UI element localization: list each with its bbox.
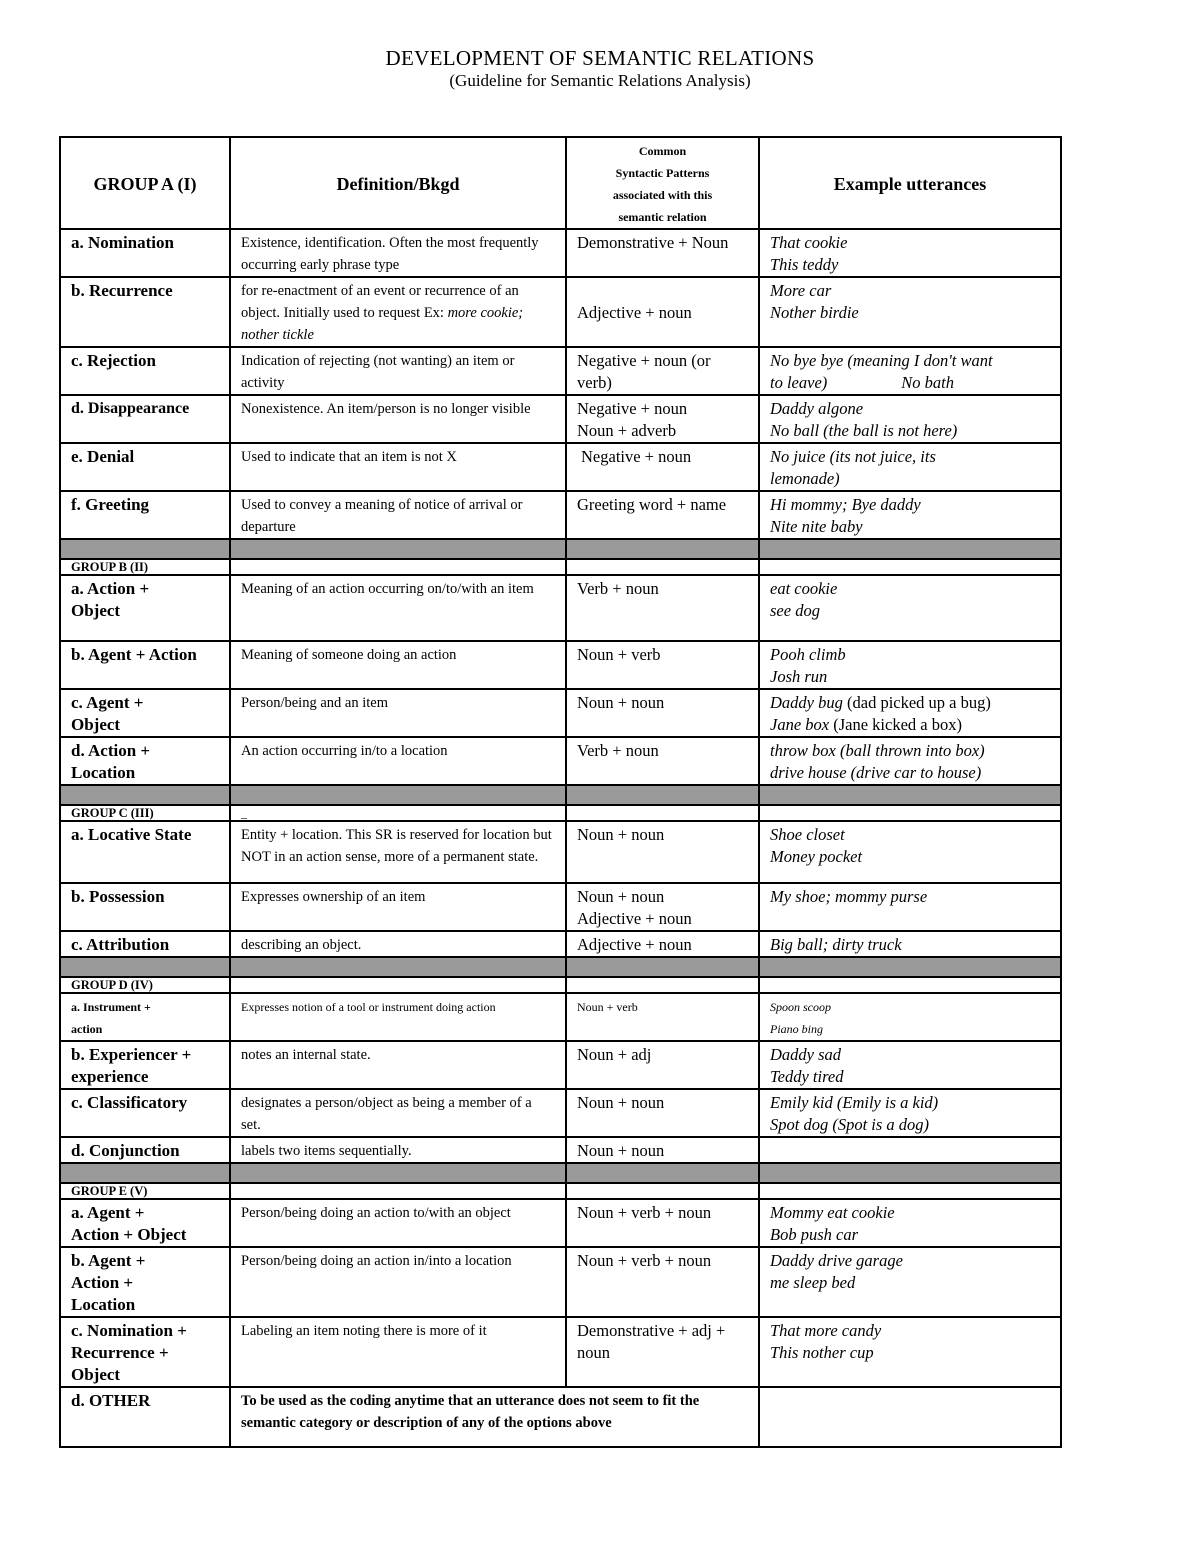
- pattern-cell: Negative + noun (or verb): [566, 347, 759, 395]
- category-line: Action +: [71, 1273, 134, 1292]
- example-line: [770, 372, 1050, 394]
- example-cell: [759, 821, 1061, 883]
- group-label-row: [60, 559, 1061, 575]
- category-cell: c. Rejection: [60, 347, 230, 395]
- table-row: [60, 1317, 1061, 1387]
- table-row: [60, 1089, 1061, 1137]
- group-label: GROUP C (III): [60, 805, 230, 821]
- example-line: see dog: [770, 601, 820, 620]
- example-cell: [759, 1089, 1061, 1137]
- group-label: GROUP D (IV): [60, 977, 230, 993]
- example-line: Spoon scoop: [770, 1000, 831, 1014]
- definition-cell: notes an internal state.: [230, 1041, 566, 1089]
- definition-cell: Expresses notion of a tool or instrument doing action: [230, 993, 566, 1041]
- header-group: GROUP A (I): [60, 137, 230, 229]
- example-line: No bye bye (meaning I don't want: [770, 351, 993, 370]
- example-line: Nite nite baby: [770, 517, 863, 536]
- table-row: [60, 1041, 1061, 1089]
- example-cell: [759, 395, 1061, 443]
- definition-cell: Indication of rejecting (not wanting) an item or activity: [230, 347, 566, 395]
- definition-example: more cookie; nother tickle: [241, 305, 524, 343]
- example-cell: [759, 1317, 1061, 1387]
- category-line: experience: [71, 1067, 149, 1086]
- definition-cell: [230, 277, 566, 347]
- example-part: to leave): [770, 373, 828, 392]
- definition-cell: Entity + location. This SR is reserved for location but NOT in an action sense, more of a permanent state.: [230, 821, 566, 883]
- category-line: a. Agent +: [71, 1203, 145, 1222]
- example-cell: [759, 1247, 1061, 1317]
- example-line: No ball (the ball is not here): [770, 421, 958, 440]
- pattern-cell: Demonstrative + Noun: [566, 229, 759, 277]
- category-cell: b. Agent + Action: [60, 641, 230, 689]
- definition-cell: describing an object.: [230, 931, 566, 957]
- category-line: a. Instrument +: [71, 1000, 151, 1014]
- category-cell: d. OTHER: [60, 1387, 230, 1447]
- example-line: Emily kid (Emily is a kid): [770, 1093, 939, 1112]
- header-definition: Definition/Bkgd: [230, 137, 566, 229]
- pattern-cell: Noun + verb + noun: [566, 1199, 759, 1247]
- table-row: [60, 1387, 1061, 1447]
- category-cell: [60, 1317, 230, 1387]
- pattern-cell: Verb + noun: [566, 575, 759, 641]
- pattern-line: Noun + adverb: [577, 421, 677, 440]
- example-cell: My shoe; mommy purse: [759, 883, 1061, 931]
- definition-cell: Person/being doing an action in/into a location: [230, 1247, 566, 1317]
- example-line: lemonade): [770, 469, 840, 488]
- table-row: [60, 229, 1061, 277]
- example-cell: [759, 277, 1061, 347]
- pattern-line: Negative + noun: [577, 399, 688, 418]
- category-line: action: [71, 1022, 103, 1036]
- example-line: More car: [770, 281, 832, 300]
- category-cell: [60, 1247, 230, 1317]
- definition-cell: Used to indicate that an item is not X: [230, 443, 566, 491]
- definition-cell: Meaning of an action occurring on/to/with an item: [230, 575, 566, 641]
- example-cell: [759, 229, 1061, 277]
- category-cell: e. Denial: [60, 443, 230, 491]
- example-line: Pooh climb: [770, 645, 846, 664]
- header-examples: Example utterances: [759, 137, 1061, 229]
- category-line: c. Agent +: [71, 693, 144, 712]
- group-mark: _: [230, 805, 566, 821]
- category-line: Action + Object: [71, 1225, 187, 1244]
- pattern-line: Adjective + noun: [577, 909, 692, 928]
- definition-text: for re-enactment of an event or recurrence of an object. Initially used to request Ex:: [241, 283, 519, 321]
- category-cell: [60, 689, 230, 737]
- table-row: [60, 641, 1061, 689]
- category-line: Object: [71, 1365, 121, 1384]
- definition-cell: Person/being and an item: [230, 689, 566, 737]
- example-cell: [759, 689, 1061, 737]
- header-patterns-line: Syntactic Patterns: [615, 166, 710, 180]
- example-line: Hi mommy; Bye daddy: [770, 495, 921, 514]
- definition-cell: designates a person/object as being a member of a set.: [230, 1089, 566, 1137]
- group-separator: [60, 539, 1061, 559]
- header-patterns-line: Common: [638, 144, 687, 158]
- definition-cell: Existence, identification. Often the most frequently occurring early phrase type: [230, 229, 566, 277]
- group-label: GROUP E (V): [60, 1183, 230, 1199]
- group-separator: [60, 957, 1061, 977]
- pattern-cell: Noun + adj: [566, 1041, 759, 1089]
- pattern-cell: Adjective + noun: [566, 277, 759, 347]
- table-header-row: [60, 137, 1061, 229]
- definition-cell: Meaning of someone doing an action: [230, 641, 566, 689]
- pattern-cell: Noun + noun: [566, 821, 759, 883]
- example-line: Nother birdie: [770, 303, 859, 322]
- example-line: drive house (drive car to house): [770, 763, 982, 782]
- pattern-cell: [566, 883, 759, 931]
- category-line: b. Agent +: [71, 1251, 146, 1270]
- definition-cell: labels two items sequentially.: [230, 1137, 566, 1163]
- example-cell: [759, 737, 1061, 785]
- example-line: Daddy drive garage: [770, 1251, 903, 1270]
- example-line: Daddy sad: [770, 1045, 842, 1064]
- pattern-cell: Verb + noun: [566, 737, 759, 785]
- pattern-cell: Noun + verb: [566, 993, 759, 1041]
- category-cell: [60, 575, 230, 641]
- table-row: [60, 821, 1061, 883]
- category-line: Object: [71, 715, 121, 734]
- category-cell: [60, 737, 230, 785]
- category-cell: b. Recurrence: [60, 277, 230, 347]
- table-row: [60, 443, 1061, 491]
- pattern-cell: Noun + verb: [566, 641, 759, 689]
- category-line: Recurrence +: [71, 1343, 169, 1362]
- example-line: Daddy bug (dad picked up a bug): [770, 693, 991, 712]
- category-cell: b. Possession: [60, 883, 230, 931]
- table-row: [60, 1247, 1061, 1317]
- definition-cell: Used to convey a meaning of notice of arrival or departure: [230, 491, 566, 539]
- group-label-row: [60, 977, 1061, 993]
- category-line: c. Nomination +: [71, 1321, 187, 1340]
- table-row: [60, 931, 1061, 957]
- table-row: [60, 1137, 1061, 1163]
- pattern-cell: Adjective + noun: [566, 931, 759, 957]
- category-cell: d. Disappearance: [60, 395, 230, 443]
- example-line: Spot dog (Spot is a dog): [770, 1115, 930, 1134]
- group-separator: [60, 1163, 1061, 1183]
- table-row: [60, 277, 1061, 347]
- pattern-cell: Noun + noun: [566, 1089, 759, 1137]
- example-line: throw box (ball thrown into box): [770, 741, 985, 760]
- example-cell: [759, 443, 1061, 491]
- pattern-cell: Greeting word + name: [566, 491, 759, 539]
- category-line: b. Experiencer +: [71, 1045, 192, 1064]
- example-line: eat cookie: [770, 579, 838, 598]
- table-row: [60, 491, 1061, 539]
- example-cell: [759, 641, 1061, 689]
- example-line: That more candy: [770, 1321, 882, 1340]
- example-cell: [759, 993, 1061, 1041]
- definition-cell: Person/being doing an action to/with an object: [230, 1199, 566, 1247]
- pattern-cell: [566, 395, 759, 443]
- example-line: This teddy: [770, 255, 839, 274]
- header-patterns: [566, 137, 759, 229]
- pattern-line: Noun + noun: [577, 887, 665, 906]
- example-cell: [759, 1137, 1061, 1163]
- example-line: Bob push car: [770, 1225, 858, 1244]
- category-line: Location: [71, 1295, 136, 1314]
- pattern-cell: Demonstrative + adj + noun: [566, 1317, 759, 1387]
- example-line: Mommy eat cookie: [770, 1203, 895, 1222]
- category-cell: c. Attribution: [60, 931, 230, 957]
- header-patterns-line: associated with this: [612, 188, 713, 202]
- definition-cell: Labeling an item noting there is more of it: [230, 1317, 566, 1387]
- category-cell: [60, 993, 230, 1041]
- group-separator: [60, 785, 1061, 805]
- category-line: d. Action +: [71, 741, 151, 760]
- example-cell: [759, 1041, 1061, 1089]
- example-line: Money pocket: [770, 847, 863, 866]
- page-title: DEVELOPMENT OF SEMANTIC RELATIONS: [385, 46, 815, 70]
- example-cell: [759, 347, 1061, 395]
- example-cell: [759, 1387, 1061, 1447]
- category-cell: [60, 1041, 230, 1089]
- category-cell: d. Conjunction: [60, 1137, 230, 1163]
- pattern-cell: Negative + noun: [566, 443, 759, 491]
- example-line: This nother cup: [770, 1343, 874, 1362]
- category-cell: f. Greeting: [60, 491, 230, 539]
- table-row: [60, 575, 1061, 641]
- category-cell: a. Nomination: [60, 229, 230, 277]
- example-line: Piano bing: [770, 1022, 823, 1036]
- example-line: No juice (its not juice, its: [770, 447, 936, 466]
- table-row: [60, 737, 1061, 785]
- example-cell: [759, 1199, 1061, 1247]
- example-line: Teddy tired: [770, 1067, 844, 1086]
- table-row: [60, 395, 1061, 443]
- table-row: [60, 689, 1061, 737]
- example-cell: [759, 575, 1061, 641]
- definition-cell: Expresses ownership of an item: [230, 883, 566, 931]
- definition-cell: Nonexistence. An item/person is no longer visible: [230, 395, 566, 443]
- table-row: [60, 1199, 1061, 1247]
- example-cell: Big ball; dirty truck: [759, 931, 1061, 957]
- pattern-cell: Noun + verb + noun: [566, 1247, 759, 1317]
- category-line: Object: [71, 601, 121, 620]
- example-line: Daddy algone: [770, 399, 864, 418]
- group-label-row: [60, 805, 1061, 821]
- category-line: Location: [71, 763, 136, 782]
- example-line: Jane box (Jane kicked a box): [770, 715, 962, 734]
- table-row: [60, 347, 1061, 395]
- table-row: [60, 993, 1061, 1041]
- category-cell: [60, 1199, 230, 1247]
- category-cell: a. Locative State: [60, 821, 230, 883]
- example-line: That cookie: [770, 233, 848, 252]
- pattern-cell: Noun + noun: [566, 1137, 759, 1163]
- example-line: me sleep bed: [770, 1273, 856, 1292]
- semantic-relations-table: [59, 136, 1062, 1448]
- header-patterns-line: semantic relation: [618, 210, 707, 224]
- pattern-cell: Noun + noun: [566, 689, 759, 737]
- example-cell: [759, 491, 1061, 539]
- example-line: Shoe closet: [770, 825, 845, 844]
- example-line: Josh run: [770, 667, 828, 686]
- group-label: GROUP B (II): [60, 559, 230, 575]
- definition-cell: An action occurring in/to a location: [230, 737, 566, 785]
- category-cell: c. Classificatory: [60, 1089, 230, 1137]
- page-subtitle: (Guideline for Semantic Relations Analysis): [449, 71, 751, 90]
- example-part: No bath: [901, 373, 954, 392]
- table-row: [60, 883, 1061, 931]
- category-line: a. Action +: [71, 579, 150, 598]
- definition-cell: To be used as the coding anytime that an utterance does not seem to fit the semantic category or description of any of the options above: [230, 1387, 759, 1447]
- group-label-row: [60, 1183, 1061, 1199]
